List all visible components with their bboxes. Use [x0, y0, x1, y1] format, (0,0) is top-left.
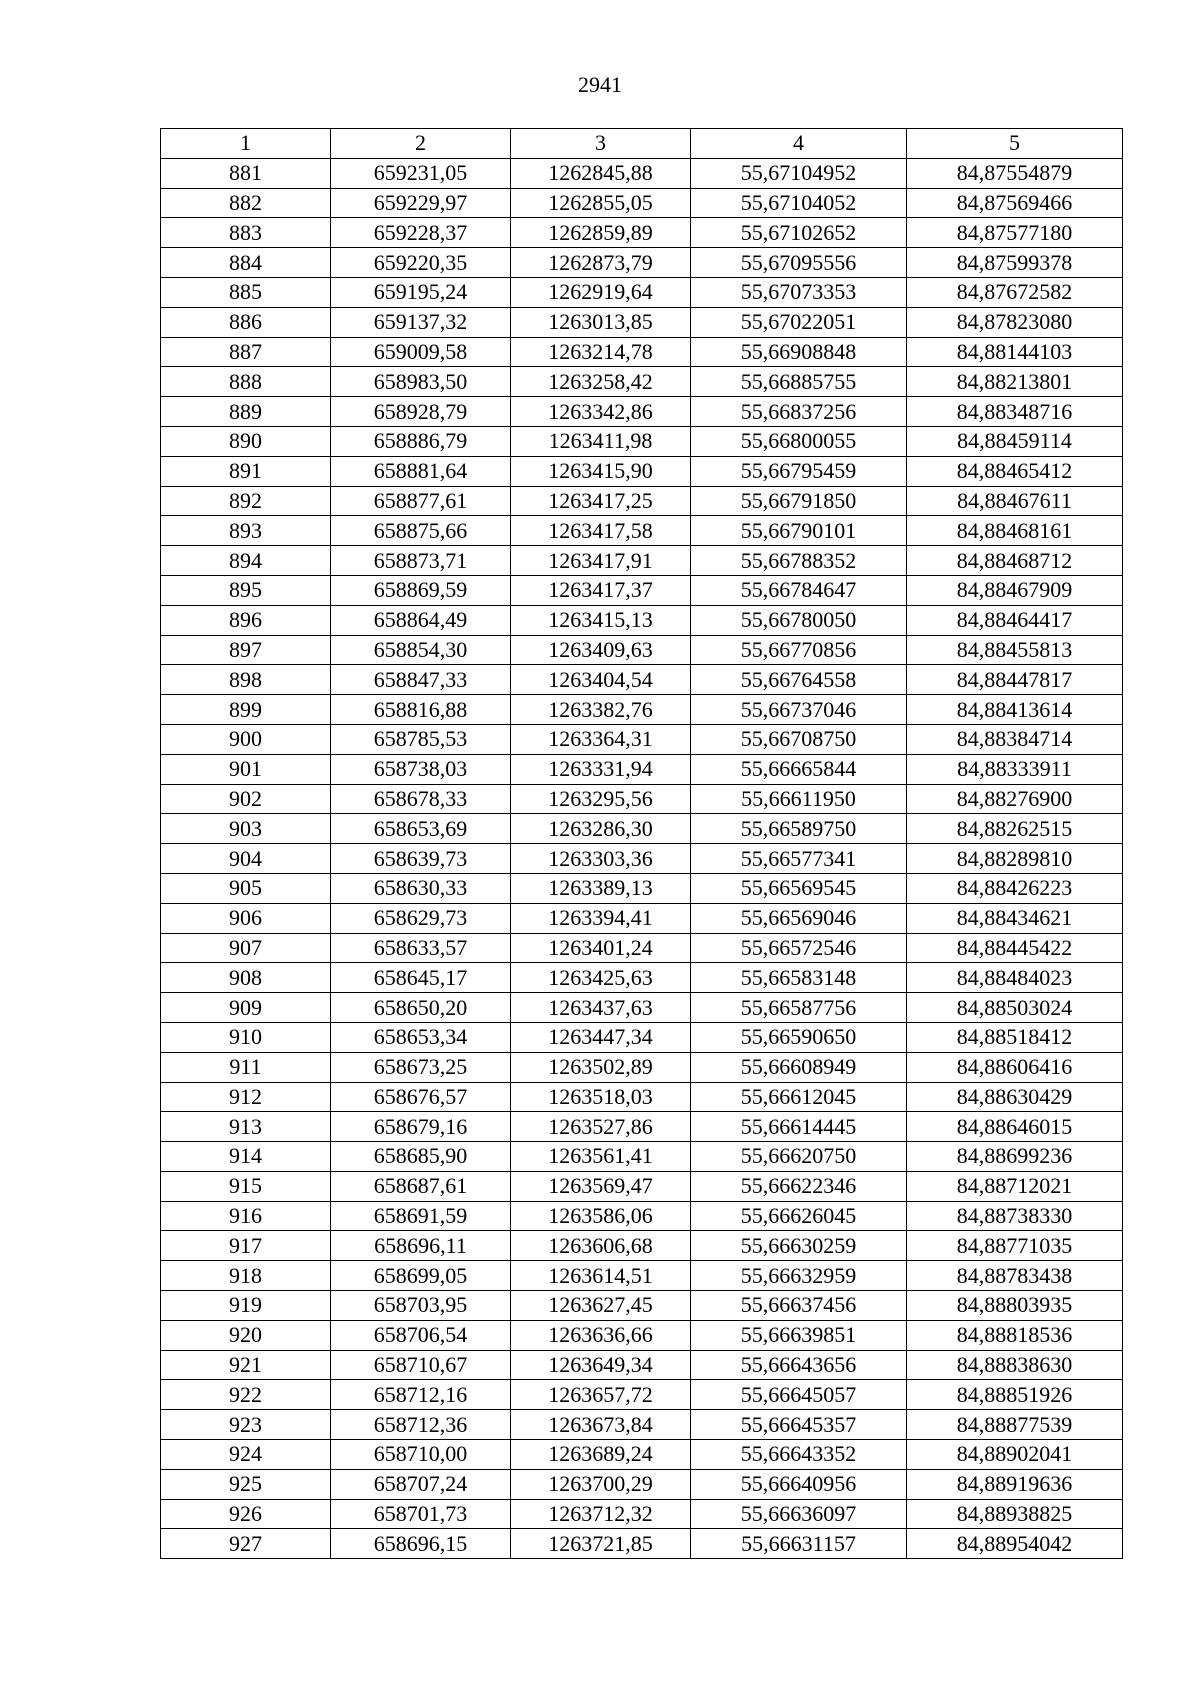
y-coordinate-cell: 1263689,24: [511, 1440, 691, 1470]
table-row: [161, 1320, 1123, 1350]
point-number-cell: 894: [161, 546, 331, 576]
table-row: [161, 1350, 1123, 1380]
x-coordinate-cell: 658639,73: [331, 844, 511, 874]
x-coordinate-cell: 658706,54: [331, 1320, 511, 1350]
table-row: [161, 397, 1123, 427]
y-coordinate-cell: 1263331,94: [511, 754, 691, 784]
point-number-cell: 895: [161, 575, 331, 605]
x-coordinate-cell: 658710,67: [331, 1350, 511, 1380]
x-coordinate-cell: 658854,30: [331, 635, 511, 665]
y-coordinate-cell: 1263614,51: [511, 1261, 691, 1291]
table-row: [161, 873, 1123, 903]
column-header: 2: [331, 129, 511, 159]
x-coordinate-cell: 658645,17: [331, 963, 511, 993]
latitude-cell: 55,66590650: [691, 1022, 907, 1052]
x-coordinate-cell: 658676,57: [331, 1082, 511, 1112]
table-row: [161, 456, 1123, 486]
y-coordinate-cell: 1263606,68: [511, 1231, 691, 1261]
longitude-cell: 84,88348716: [907, 397, 1123, 427]
y-coordinate-cell: 1263401,24: [511, 933, 691, 963]
longitude-cell: 84,88426223: [907, 873, 1123, 903]
table-row: [161, 546, 1123, 576]
y-coordinate-cell: 1263013,85: [511, 307, 691, 337]
y-coordinate-cell: 1262859,89: [511, 218, 691, 248]
longitude-cell: 84,88877539: [907, 1410, 1123, 1440]
table-row: [161, 1171, 1123, 1201]
table-row: [161, 307, 1123, 337]
latitude-cell: 55,66569046: [691, 903, 907, 933]
latitude-cell: 55,67102652: [691, 218, 907, 248]
x-coordinate-cell: 658983,50: [331, 367, 511, 397]
latitude-cell: 55,66612045: [691, 1082, 907, 1112]
longitude-cell: 84,88289810: [907, 844, 1123, 874]
column-header: 1: [161, 129, 331, 159]
x-coordinate-cell: 658873,71: [331, 546, 511, 576]
longitude-cell: 84,88467611: [907, 486, 1123, 516]
point-number-cell: 885: [161, 277, 331, 307]
latitude-cell: 55,66737046: [691, 695, 907, 725]
y-coordinate-cell: 1263721,85: [511, 1529, 691, 1559]
latitude-cell: 55,66639851: [691, 1320, 907, 1350]
longitude-cell: 84,88919636: [907, 1469, 1123, 1499]
table-row: [161, 218, 1123, 248]
y-coordinate-cell: 1263417,25: [511, 486, 691, 516]
x-coordinate-cell: 659195,24: [331, 277, 511, 307]
table-row: [161, 1469, 1123, 1499]
point-number-cell: 917: [161, 1231, 331, 1261]
point-number-cell: 899: [161, 695, 331, 725]
table-row: [161, 903, 1123, 933]
table-row: [161, 933, 1123, 963]
latitude-cell: 55,66631157: [691, 1529, 907, 1559]
y-coordinate-cell: 1262855,05: [511, 188, 691, 218]
x-coordinate-cell: 658679,16: [331, 1112, 511, 1142]
longitude-cell: 84,88276900: [907, 784, 1123, 814]
y-coordinate-cell: 1263649,34: [511, 1350, 691, 1380]
table-row: [161, 754, 1123, 784]
table-row: [161, 1440, 1123, 1470]
x-coordinate-cell: 658877,61: [331, 486, 511, 516]
latitude-cell: 55,66780050: [691, 605, 907, 635]
table-row: [161, 1410, 1123, 1440]
x-coordinate-cell: 658685,90: [331, 1142, 511, 1172]
point-number-cell: 924: [161, 1440, 331, 1470]
latitude-cell: 55,66708750: [691, 724, 907, 754]
coordinates-table: [160, 128, 1123, 1559]
table-row: [161, 784, 1123, 814]
point-number-cell: 921: [161, 1350, 331, 1380]
table-row: [161, 665, 1123, 695]
y-coordinate-cell: 1263627,45: [511, 1291, 691, 1321]
longitude-cell: 84,88434621: [907, 903, 1123, 933]
latitude-cell: 55,66587756: [691, 993, 907, 1023]
longitude-cell: 84,87599378: [907, 248, 1123, 278]
longitude-cell: 84,87672582: [907, 277, 1123, 307]
y-coordinate-cell: 1263561,41: [511, 1142, 691, 1172]
table-row: [161, 486, 1123, 516]
point-number-cell: 922: [161, 1380, 331, 1410]
longitude-cell: 84,88384714: [907, 724, 1123, 754]
longitude-cell: 84,87823080: [907, 307, 1123, 337]
y-coordinate-cell: 1263657,72: [511, 1380, 691, 1410]
longitude-cell: 84,88503024: [907, 993, 1123, 1023]
x-coordinate-cell: 658864,49: [331, 605, 511, 635]
table-row: [161, 1499, 1123, 1529]
table-row: [161, 1261, 1123, 1291]
point-number-cell: 902: [161, 784, 331, 814]
latitude-cell: 55,66791850: [691, 486, 907, 516]
x-coordinate-cell: 659220,35: [331, 248, 511, 278]
longitude-cell: 84,88213801: [907, 367, 1123, 397]
x-coordinate-cell: 658653,69: [331, 814, 511, 844]
point-number-cell: 912: [161, 1082, 331, 1112]
y-coordinate-cell: 1263364,31: [511, 724, 691, 754]
longitude-cell: 84,88455813: [907, 635, 1123, 665]
longitude-cell: 84,88484023: [907, 963, 1123, 993]
x-coordinate-cell: 658738,03: [331, 754, 511, 784]
point-number-cell: 916: [161, 1201, 331, 1231]
y-coordinate-cell: 1263700,29: [511, 1469, 691, 1499]
point-number-cell: 903: [161, 814, 331, 844]
table-row: [161, 1142, 1123, 1172]
y-coordinate-cell: 1263417,58: [511, 516, 691, 546]
point-number-cell: 884: [161, 248, 331, 278]
point-number-cell: 910: [161, 1022, 331, 1052]
y-coordinate-cell: 1263286,30: [511, 814, 691, 844]
table-row: [161, 1529, 1123, 1559]
latitude-cell: 55,67095556: [691, 248, 907, 278]
point-number-cell: 915: [161, 1171, 331, 1201]
point-number-cell: 911: [161, 1052, 331, 1082]
table-row: [161, 844, 1123, 874]
table-row: [161, 516, 1123, 546]
point-number-cell: 919: [161, 1291, 331, 1321]
page-number: 2941: [578, 72, 622, 97]
latitude-cell: 55,66640956: [691, 1469, 907, 1499]
longitude-cell: 84,88459114: [907, 426, 1123, 456]
x-coordinate-cell: 658629,73: [331, 903, 511, 933]
longitude-cell: 84,88447817: [907, 665, 1123, 695]
longitude-cell: 84,88333911: [907, 754, 1123, 784]
longitude-cell: 84,88803935: [907, 1291, 1123, 1321]
table-row: [161, 1231, 1123, 1261]
point-number-cell: 882: [161, 188, 331, 218]
x-coordinate-cell: 658696,11: [331, 1231, 511, 1261]
x-coordinate-cell: 658653,34: [331, 1022, 511, 1052]
longitude-cell: 84,87554879: [907, 158, 1123, 188]
point-number-cell: 908: [161, 963, 331, 993]
latitude-cell: 55,66788352: [691, 546, 907, 576]
x-coordinate-cell: 659009,58: [331, 337, 511, 367]
table-row: [161, 814, 1123, 844]
point-number-cell: 927: [161, 1529, 331, 1559]
x-coordinate-cell: 658928,79: [331, 397, 511, 427]
latitude-cell: 55,66608949: [691, 1052, 907, 1082]
x-coordinate-cell: 658691,59: [331, 1201, 511, 1231]
table-row: [161, 993, 1123, 1023]
table-row: [161, 1022, 1123, 1052]
x-coordinate-cell: 658875,66: [331, 516, 511, 546]
y-coordinate-cell: 1263502,89: [511, 1052, 691, 1082]
latitude-cell: 55,67104052: [691, 188, 907, 218]
y-coordinate-cell: 1263569,47: [511, 1171, 691, 1201]
latitude-cell: 55,67104952: [691, 158, 907, 188]
latitude-cell: 55,66620750: [691, 1142, 907, 1172]
longitude-cell: 84,88712021: [907, 1171, 1123, 1201]
x-coordinate-cell: 658699,05: [331, 1261, 511, 1291]
y-coordinate-cell: 1263409,63: [511, 635, 691, 665]
x-coordinate-cell: 658707,24: [331, 1469, 511, 1499]
longitude-cell: 84,88468712: [907, 546, 1123, 576]
point-number-cell: 920: [161, 1320, 331, 1350]
y-coordinate-cell: 1263389,13: [511, 873, 691, 903]
y-coordinate-cell: 1263417,37: [511, 575, 691, 605]
latitude-cell: 55,66645057: [691, 1380, 907, 1410]
latitude-cell: 55,66790101: [691, 516, 907, 546]
x-coordinate-cell: 658886,79: [331, 426, 511, 456]
y-coordinate-cell: 1263586,06: [511, 1201, 691, 1231]
point-number-cell: 886: [161, 307, 331, 337]
point-number-cell: 889: [161, 397, 331, 427]
column-header: 3: [511, 129, 691, 159]
y-coordinate-cell: 1263214,78: [511, 337, 691, 367]
table-row: [161, 575, 1123, 605]
longitude-cell: 84,88464417: [907, 605, 1123, 635]
x-coordinate-cell: 658712,36: [331, 1410, 511, 1440]
point-number-cell: 890: [161, 426, 331, 456]
longitude-cell: 84,88938825: [907, 1499, 1123, 1529]
latitude-cell: 55,66583148: [691, 963, 907, 993]
table-header-row: [161, 129, 1123, 159]
point-number-cell: 893: [161, 516, 331, 546]
y-coordinate-cell: 1263411,98: [511, 426, 691, 456]
x-coordinate-cell: 658703,95: [331, 1291, 511, 1321]
x-coordinate-cell: 658712,16: [331, 1380, 511, 1410]
latitude-cell: 55,66611950: [691, 784, 907, 814]
table-row: [161, 188, 1123, 218]
point-number-cell: 896: [161, 605, 331, 635]
x-coordinate-cell: 658633,57: [331, 933, 511, 963]
y-coordinate-cell: 1263258,42: [511, 367, 691, 397]
latitude-cell: 55,66636097: [691, 1499, 907, 1529]
x-coordinate-cell: 658696,15: [331, 1529, 511, 1559]
latitude-cell: 55,66795459: [691, 456, 907, 486]
point-number-cell: 887: [161, 337, 331, 367]
x-coordinate-cell: 659231,05: [331, 158, 511, 188]
point-number-cell: 892: [161, 486, 331, 516]
longitude-cell: 84,88467909: [907, 575, 1123, 605]
table-row: [161, 1201, 1123, 1231]
y-coordinate-cell: 1263518,03: [511, 1082, 691, 1112]
longitude-cell: 84,88771035: [907, 1231, 1123, 1261]
latitude-cell: 55,66622346: [691, 1171, 907, 1201]
x-coordinate-cell: 658650,20: [331, 993, 511, 1023]
point-number-cell: 883: [161, 218, 331, 248]
table-row: [161, 605, 1123, 635]
latitude-cell: 55,66637456: [691, 1291, 907, 1321]
table-row: [161, 277, 1123, 307]
longitude-cell: 84,88468161: [907, 516, 1123, 546]
y-coordinate-cell: 1263415,90: [511, 456, 691, 486]
x-coordinate-cell: 658869,59: [331, 575, 511, 605]
table-row: [161, 426, 1123, 456]
y-coordinate-cell: 1263425,63: [511, 963, 691, 993]
x-coordinate-cell: 659137,32: [331, 307, 511, 337]
table-row: [161, 1052, 1123, 1082]
latitude-cell: 55,66764558: [691, 665, 907, 695]
point-number-cell: 913: [161, 1112, 331, 1142]
table-row: [161, 337, 1123, 367]
y-coordinate-cell: 1262873,79: [511, 248, 691, 278]
table-row: [161, 963, 1123, 993]
x-coordinate-cell: 659228,37: [331, 218, 511, 248]
latitude-cell: 55,67022051: [691, 307, 907, 337]
point-number-cell: 888: [161, 367, 331, 397]
x-coordinate-cell: 658630,33: [331, 873, 511, 903]
point-number-cell: 904: [161, 844, 331, 874]
latitude-cell: 55,66630259: [691, 1231, 907, 1261]
point-number-cell: 905: [161, 873, 331, 903]
point-number-cell: 900: [161, 724, 331, 754]
latitude-cell: 55,66665844: [691, 754, 907, 784]
longitude-cell: 84,88445422: [907, 933, 1123, 963]
longitude-cell: 84,88783438: [907, 1261, 1123, 1291]
y-coordinate-cell: 1263382,76: [511, 695, 691, 725]
column-header: 4: [691, 129, 907, 159]
y-coordinate-cell: 1263342,86: [511, 397, 691, 427]
table-body: [161, 158, 1123, 1558]
latitude-cell: 55,66626045: [691, 1201, 907, 1231]
longitude-cell: 84,88738330: [907, 1201, 1123, 1231]
latitude-cell: 55,66589750: [691, 814, 907, 844]
point-number-cell: 918: [161, 1261, 331, 1291]
point-number-cell: 898: [161, 665, 331, 695]
y-coordinate-cell: 1263417,91: [511, 546, 691, 576]
longitude-cell: 84,88646015: [907, 1112, 1123, 1142]
latitude-cell: 55,66908848: [691, 337, 907, 367]
latitude-cell: 55,66577341: [691, 844, 907, 874]
latitude-cell: 55,66572546: [691, 933, 907, 963]
y-coordinate-cell: 1263712,32: [511, 1499, 691, 1529]
longitude-cell: 84,88818536: [907, 1320, 1123, 1350]
y-coordinate-cell: 1262919,64: [511, 277, 691, 307]
table-row: [161, 724, 1123, 754]
longitude-cell: 84,88518412: [907, 1022, 1123, 1052]
point-number-cell: 881: [161, 158, 331, 188]
longitude-cell: 84,88262515: [907, 814, 1123, 844]
y-coordinate-cell: 1262845,88: [511, 158, 691, 188]
table-row: [161, 695, 1123, 725]
longitude-cell: 84,88902041: [907, 1440, 1123, 1470]
x-coordinate-cell: 658816,88: [331, 695, 511, 725]
x-coordinate-cell: 658847,33: [331, 665, 511, 695]
latitude-cell: 55,67073353: [691, 277, 907, 307]
longitude-cell: 84,88465412: [907, 456, 1123, 486]
latitude-cell: 55,66632959: [691, 1261, 907, 1291]
point-number-cell: 897: [161, 635, 331, 665]
table-row: [161, 1291, 1123, 1321]
latitude-cell: 55,66569545: [691, 873, 907, 903]
x-coordinate-cell: 659229,97: [331, 188, 511, 218]
point-number-cell: 914: [161, 1142, 331, 1172]
y-coordinate-cell: 1263415,13: [511, 605, 691, 635]
y-coordinate-cell: 1263447,34: [511, 1022, 691, 1052]
latitude-cell: 55,66643656: [691, 1350, 907, 1380]
longitude-cell: 84,88413614: [907, 695, 1123, 725]
table-row: [161, 1380, 1123, 1410]
latitude-cell: 55,66784647: [691, 575, 907, 605]
y-coordinate-cell: 1263636,66: [511, 1320, 691, 1350]
x-coordinate-cell: 658678,33: [331, 784, 511, 814]
point-number-cell: 906: [161, 903, 331, 933]
point-number-cell: 907: [161, 933, 331, 963]
latitude-cell: 55,66645357: [691, 1410, 907, 1440]
y-coordinate-cell: 1263303,36: [511, 844, 691, 874]
table-row: [161, 248, 1123, 278]
latitude-cell: 55,66800055: [691, 426, 907, 456]
point-number-cell: 909: [161, 993, 331, 1023]
latitude-cell: 55,66837256: [691, 397, 907, 427]
table-row: [161, 158, 1123, 188]
point-number-cell: 925: [161, 1469, 331, 1499]
longitude-cell: 84,88630429: [907, 1082, 1123, 1112]
table-row: [161, 1082, 1123, 1112]
latitude-cell: 55,66885755: [691, 367, 907, 397]
longitude-cell: 84,87577180: [907, 218, 1123, 248]
table-row: [161, 635, 1123, 665]
longitude-cell: 84,88851926: [907, 1380, 1123, 1410]
y-coordinate-cell: 1263295,56: [511, 784, 691, 814]
y-coordinate-cell: 1263437,63: [511, 993, 691, 1023]
latitude-cell: 55,66770856: [691, 635, 907, 665]
point-number-cell: 891: [161, 456, 331, 486]
latitude-cell: 55,66614445: [691, 1112, 907, 1142]
x-coordinate-cell: 658785,53: [331, 724, 511, 754]
y-coordinate-cell: 1263394,41: [511, 903, 691, 933]
longitude-cell: 84,88699236: [907, 1142, 1123, 1172]
longitude-cell: 84,88144103: [907, 337, 1123, 367]
x-coordinate-cell: 658687,61: [331, 1171, 511, 1201]
x-coordinate-cell: 658710,00: [331, 1440, 511, 1470]
longitude-cell: 84,88954042: [907, 1529, 1123, 1559]
y-coordinate-cell: 1263673,84: [511, 1410, 691, 1440]
point-number-cell: 926: [161, 1499, 331, 1529]
longitude-cell: 84,88838630: [907, 1350, 1123, 1380]
x-coordinate-cell: 658881,64: [331, 456, 511, 486]
table-row: [161, 367, 1123, 397]
point-number-cell: 923: [161, 1410, 331, 1440]
y-coordinate-cell: 1263404,54: [511, 665, 691, 695]
table-row: [161, 1112, 1123, 1142]
point-number-cell: 901: [161, 754, 331, 784]
y-coordinate-cell: 1263527,86: [511, 1112, 691, 1142]
longitude-cell: 84,88606416: [907, 1052, 1123, 1082]
longitude-cell: 84,87569466: [907, 188, 1123, 218]
column-header: 5: [907, 129, 1123, 159]
latitude-cell: 55,66643352: [691, 1440, 907, 1470]
x-coordinate-cell: 658701,73: [331, 1499, 511, 1529]
x-coordinate-cell: 658673,25: [331, 1052, 511, 1082]
